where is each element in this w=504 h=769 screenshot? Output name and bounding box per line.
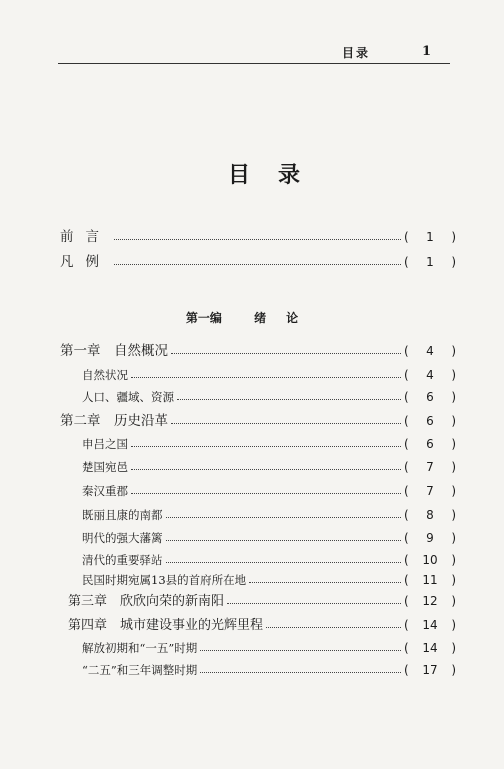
paren-open: ( [404, 368, 409, 382]
header-rule [58, 63, 450, 64]
toc-entry-label: 秦汉重郡 [82, 484, 128, 498]
paren-close: ) [451, 344, 456, 358]
toc-entry [60, 229, 456, 245]
toc-entry-page [404, 483, 456, 499]
page-number: 6 [426, 437, 434, 451]
page-number: 11 [422, 573, 438, 587]
paren-open: ( [404, 594, 409, 608]
dot-leader [131, 446, 401, 447]
page-number: 12 [422, 594, 438, 608]
toc-entry [82, 640, 456, 656]
paren-close: ) [451, 663, 456, 677]
paren-close: ) [451, 573, 456, 587]
paren-open: ( [404, 484, 409, 498]
toc-entry [82, 662, 456, 678]
toc-entry [60, 413, 456, 429]
page-number: 4 [426, 344, 434, 358]
paren-open: ( [404, 641, 409, 655]
toc-title: 目录 [228, 162, 329, 188]
toc-entry-label: 民国时期宛属13县的首府所在地 [82, 573, 247, 587]
toc-entry [82, 459, 456, 475]
toc-entry-page [404, 367, 456, 383]
toc-entry-page [404, 662, 456, 678]
toc-entry [82, 507, 456, 523]
part-heading [0, 309, 504, 326]
toc-entry-label: 前言 [60, 229, 111, 245]
toc-entry-page [404, 229, 456, 245]
running-header-page-number: 1 [422, 44, 432, 59]
toc-entry-label: 凡例 [60, 254, 111, 270]
paren-open: ( [404, 414, 409, 428]
paren-open: ( [404, 663, 409, 677]
dot-leader [114, 239, 401, 240]
toc-entry-page [404, 507, 456, 523]
paren-close: ) [451, 230, 456, 244]
dot-leader [166, 517, 402, 518]
toc-entry-label: 人口、疆域、资源 [82, 390, 174, 404]
toc-entry-page [404, 593, 456, 609]
page-number: 14 [422, 641, 438, 655]
toc-entry [82, 389, 456, 405]
toc-entry-page [404, 343, 456, 359]
toc-entry [82, 530, 456, 546]
page-number: 4 [426, 368, 434, 382]
toc-entry [60, 343, 456, 359]
dot-leader [249, 582, 401, 583]
toc-entry-label: 既丽且康的南都 [82, 508, 163, 522]
toc-entry-label: 第一章 自然概况 [60, 343, 168, 359]
toc-entry-page [404, 617, 456, 633]
dot-leader [114, 264, 401, 265]
dot-leader [171, 423, 401, 424]
page-number: 7 [426, 484, 434, 498]
paren-open: ( [404, 344, 409, 358]
part-title: 绪论 [254, 311, 319, 325]
dot-leader [131, 469, 401, 470]
paren-open: ( [404, 230, 409, 244]
dot-leader [266, 627, 401, 628]
part-number: 第一编 [185, 311, 222, 325]
toc-entry [68, 617, 456, 634]
paren-close: ) [451, 368, 456, 382]
toc-entry-label: 明代的强大藩篱 [82, 531, 163, 545]
paren-close: ) [451, 460, 456, 474]
paren-close: ) [451, 641, 456, 655]
toc-entry [82, 483, 456, 499]
toc-entry [82, 367, 456, 383]
paren-open: ( [404, 573, 409, 587]
dot-leader [200, 672, 401, 673]
toc-entry [82, 572, 456, 588]
page-number: 17 [422, 663, 438, 677]
toc-entry-page [404, 413, 456, 429]
paren-close: ) [451, 414, 456, 428]
running-header-title: 目录 [342, 46, 371, 60]
toc-entry-page [404, 254, 456, 270]
toc-entry-page [404, 436, 456, 452]
toc-entry-label: “二五”和三年调整时期 [82, 663, 198, 677]
paren-open: ( [404, 531, 409, 545]
paren-close: ) [451, 618, 456, 632]
paren-close: ) [451, 508, 456, 522]
dot-leader [166, 540, 402, 541]
toc-entry-label: 解放初期和“一五”时期 [82, 641, 198, 655]
toc-entry [82, 552, 456, 568]
dot-leader [227, 603, 401, 604]
page-number: 6 [426, 414, 434, 428]
toc-entry [68, 593, 456, 610]
paren-open: ( [404, 390, 409, 404]
page-number: 6 [426, 390, 434, 404]
paren-close: ) [451, 594, 456, 608]
toc-entry-page [404, 459, 456, 475]
paren-open: ( [404, 618, 409, 632]
dot-leader [171, 353, 401, 354]
page-number: 1 [426, 255, 434, 269]
toc-entry-label: 楚国宛邑 [82, 460, 128, 474]
toc-entry-page [404, 530, 456, 546]
paren-close: ) [451, 390, 456, 404]
dot-leader [177, 399, 401, 400]
paren-open: ( [404, 437, 409, 451]
paren-open: ( [404, 508, 409, 522]
toc-entry-page [404, 640, 456, 656]
page-number: 9 [426, 531, 434, 545]
dot-leader [200, 650, 401, 651]
toc-entry [60, 254, 456, 270]
paren-open: ( [404, 460, 409, 474]
dot-leader [131, 493, 401, 494]
toc-entry-label: 申吕之国 [82, 437, 128, 451]
paren-close: ) [451, 531, 456, 545]
toc-entry-page [404, 389, 456, 405]
page-number: 10 [422, 553, 438, 567]
page-number: 8 [426, 508, 434, 522]
toc-entry-page [404, 572, 456, 588]
dot-leader [166, 562, 402, 563]
toc-entry-label: 第二章 历史沿革 [60, 413, 168, 429]
paren-close: ) [451, 437, 456, 451]
page-number: 14 [422, 618, 438, 632]
paren-close: ) [451, 255, 456, 269]
toc-entry-label: 清代的重要驿站 [82, 553, 163, 567]
paren-close: ) [451, 553, 456, 567]
dot-leader [131, 377, 401, 378]
paren-close: ) [451, 484, 456, 498]
page-number: 1 [426, 230, 434, 244]
toc-entry-page [404, 552, 456, 568]
toc-entry [82, 436, 456, 452]
toc-entry-label: 第四章 城市建设事业的光辉里程 [68, 618, 264, 633]
toc-entry-label: 自然状况 [82, 368, 128, 382]
paren-open: ( [404, 255, 409, 269]
paren-open: ( [404, 553, 409, 567]
page-number: 7 [426, 460, 434, 474]
toc-entry-label: 第三章 欣欣向荣的新南阳 [68, 594, 225, 609]
